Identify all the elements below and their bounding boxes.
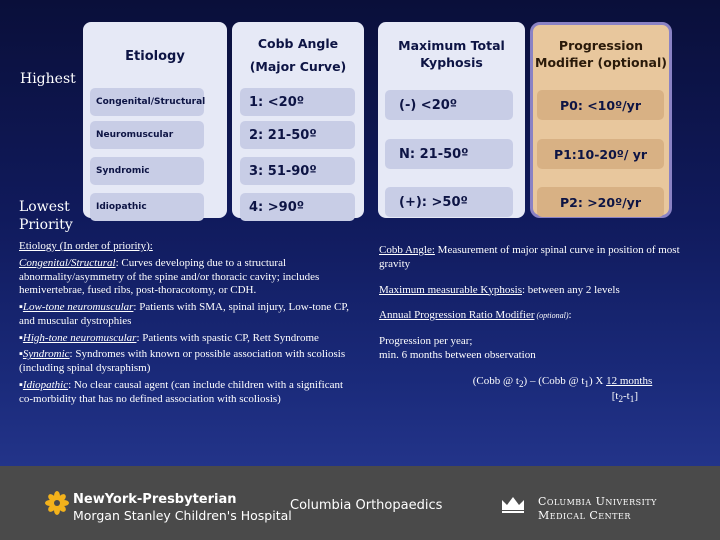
etiology-heading: Etiology (In order of priority):: [19, 240, 153, 252]
cobb-cell-1: 1: <20º: [240, 88, 355, 116]
denom-sub-1: 1: [629, 394, 635, 405]
ratio-optional: (optional): [534, 311, 569, 321]
progression-formula: [379, 375, 704, 406]
cobb-cell-2: 2: 21-50º: [240, 121, 355, 149]
footer-bar: [0, 466, 720, 540]
progression-title-line2: Modifier (optional): [535, 54, 667, 70]
formula-part-c: ) X: [588, 374, 607, 387]
low-tone-text: : Patients with SMA, spinal injury, Low-tone CP, and muscular dystrophies: [19, 301, 350, 327]
syndromic-text: : Syndromes with known or possible association with scoliosis (including spinal dysraphism): [19, 348, 346, 374]
kyph-def-text: : between any 2 levels: [521, 283, 620, 296]
columbia-orthopaedics: Columbia Orthopaedics: [290, 498, 443, 513]
high-tone-label: High-tone neuromuscular: [22, 331, 137, 344]
cobb-title-line1: Cobb Angle: [257, 36, 339, 51]
etiology-definitions: Etiology (In order of priority): Congenital/Structural: Curves developing due to a structural abnormality/asymmetry of the spine and/or thoracic cavity; includes hemivertebrae, fused ribs, post-thoracotomy, or CDH. ▪Low-tone neuromuscular: Patients with SMA, spinal injury, Low-tone CP, and muscular dystrophies ▪High-tone neuromuscular: Patients with spastic CP, Rett Syndrome ▪Syndromic: Syndromes with known or possible association with scoliosis (including spinal dysraphism) ▪Idiopathic: No clear causal agent (can include children with a significant co-morbidity that has no defined association with scoliosis): [19, 240, 350, 405]
congenital-text: : Curves developing due to a structural abnormality/asymmetry of the spine and/or thoracic cavity; includes hemivertebrae, fused ribs, post-thoracotomy, or CDH.: [19, 256, 320, 297]
low-tone-label: Low-tone neuromuscular: [22, 301, 134, 313]
nyp-flower-logo-icon: [44, 490, 70, 516]
lowest-text: Lowest: [19, 199, 70, 215]
etiology-cell-idiopathic: Idiopathic: [90, 193, 204, 221]
formula-part-b: ) – (Cobb @ t: [523, 374, 585, 387]
nyp-line1: NewYork-Presbyterian: [73, 492, 237, 507]
nyp-line2: Morgan Stanley Children's Hospital: [73, 508, 292, 523]
denom-a: [t: [611, 390, 619, 403]
kyphosis-cell-positive: (+): >50º: [385, 187, 513, 217]
cobb-title-line2: (Major Curve): [249, 58, 347, 74]
formula-months: 12 months: [606, 374, 653, 387]
formula-sub-2: 2: [518, 378, 524, 389]
cobb-title: [232, 36, 364, 76]
etiology-column: [83, 22, 227, 218]
denom-sub-2: 2: [618, 394, 624, 405]
kyphosis-cell-normal: N: 21-50º: [385, 139, 513, 169]
per-year-text: Progression per year;: [379, 335, 473, 347]
congenital-label: Congenital/Structural: [19, 256, 116, 269]
etiology-cell-neuromuscular: Neuromuscular: [90, 121, 204, 149]
ratio-colon: :: [568, 309, 572, 322]
progression-cell-p2: P2: >20º/yr: [537, 187, 664, 217]
highest-label: Highest: [20, 71, 76, 87]
cobb-cell-3: 3: 51-90º: [240, 157, 355, 185]
idiopathic-text: : No clear causal agent (can include children with a significant co-morbidity that has no defined association with scoliosis): [19, 378, 344, 405]
cobb-cell-4: 4: >90º: [240, 193, 355, 221]
idiopathic-label: Idiopathic: [22, 378, 69, 391]
min-months-text: min. 6 months between observation: [379, 348, 536, 361]
etiology-cell-syndromic: Syndromic: [90, 157, 204, 185]
measurement-definitions: [379, 244, 704, 406]
cobb-def-label: Cobb Angle:: [379, 244, 435, 256]
kyph-def-label: Maximum measurable Kyphosis: [379, 283, 522, 296]
formula-denominator: [421, 390, 704, 406]
denom-c: ]: [634, 390, 638, 403]
high-tone-text: : Patients with spastic CP, Rett Syndrome: [136, 331, 319, 344]
progression-cell-p1: P1:10-20º/ yr: [537, 139, 664, 169]
kyphosis-cell-negative: (-) <20º: [385, 90, 513, 120]
cobb-def-text: Measurement of major spinal curve in position of most gravity: [379, 244, 680, 270]
denom-b: -t: [623, 390, 630, 403]
cu-line2: Medical Center: [538, 509, 631, 522]
priority-text: Priority: [19, 216, 73, 233]
progression-cell-p0: P0: <10º/yr: [537, 90, 664, 120]
kyphosis-title: [378, 38, 525, 72]
etiology-title: Etiology: [125, 49, 185, 64]
kyphosis-title-line2: Kyphosis: [420, 54, 483, 70]
crown-icon: [500, 494, 526, 514]
cobb-angle-column: [232, 22, 364, 218]
progression-title-line1: Progression: [558, 38, 644, 53]
syndromic-label: Syndromic: [22, 348, 70, 361]
formula-sub-1: 1: [584, 378, 589, 389]
etiology-cell-congenital: Congenital/Structural: [90, 88, 204, 116]
kyphosis-title-line1: Maximum Total: [398, 38, 505, 53]
cu-line1: Columbia University: [538, 495, 657, 508]
lowest-priority-label: [19, 199, 73, 234]
ratio-def-label: Annual Progression Ratio Modifier: [379, 309, 535, 322]
formula-part-a: (Cobb @ t: [472, 374, 519, 387]
progression-title: [533, 38, 669, 72]
